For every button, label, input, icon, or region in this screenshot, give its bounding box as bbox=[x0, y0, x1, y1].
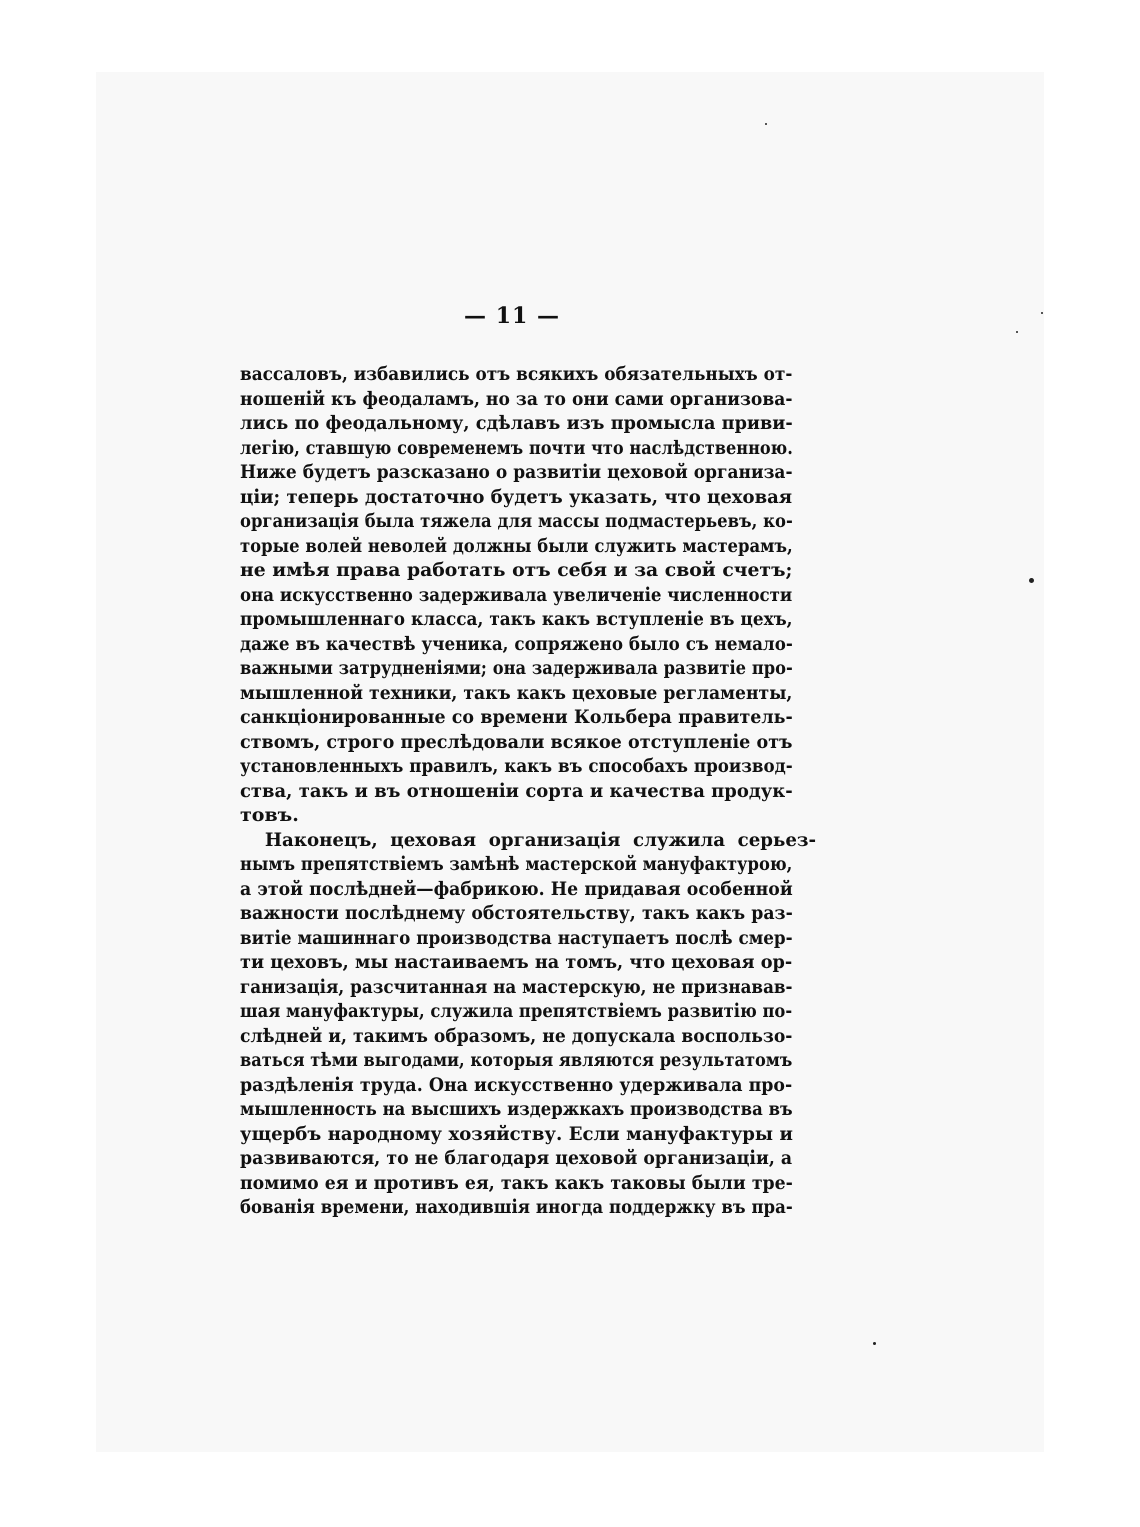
text-line: ущербъ народному хозяйству. Если мануфактуры и bbox=[240, 1122, 793, 1145]
body-text bbox=[240, 362, 817, 1220]
text-line: ціи; теперь достаточно будетъ указать, что цеховая bbox=[240, 485, 793, 508]
paragraph-start-line: Наконецъ, цеховая организація служила серьез- bbox=[264, 828, 817, 851]
text-line: санкціонированные со времени Кольбера правитель- bbox=[240, 706, 793, 728]
scan-speck bbox=[1016, 331, 1018, 333]
text-line: установленныхъ правилъ, какъ въ способахъ производ- bbox=[240, 755, 793, 777]
page-number: — 11 — bbox=[464, 303, 560, 329]
text-line: промышленнаго класса, такъ какъ вступленіе въ цехъ, bbox=[240, 608, 793, 630]
scan-speck bbox=[765, 123, 767, 125]
text-line: слѣдней и, такимъ образомъ, не допускала воспользо- bbox=[240, 1024, 793, 1047]
text-line: ствомъ, строго преслѣдовали всякое отступленіе отъ bbox=[240, 730, 793, 753]
text-line: вассаловъ, избавились отъ всякихъ обязательныхъ от- bbox=[240, 363, 793, 385]
text-line: витіе машиннаго производства наступаетъ послѣ смер- bbox=[240, 926, 793, 949]
scan-speck bbox=[1041, 312, 1043, 314]
text-line: ти цеховъ, мы настаиваемъ на томъ, что цеховая ор- bbox=[240, 951, 793, 973]
text-line: развиваются, то не благодаря цеховой организаціи, а bbox=[240, 1147, 793, 1169]
text-line: ваться тѣми выгодами, которыя являются результатомъ bbox=[240, 1049, 793, 1071]
text-line: ганизація, разсчитанная на мастерскую, не признавав- bbox=[240, 975, 793, 998]
text-line: ношеній къ феодаламъ, но за то они сами организова- bbox=[240, 387, 793, 410]
text-line: бованія времени, находившія иногда поддержку въ пра- bbox=[240, 1196, 793, 1218]
text-line: нымъ препятствіемъ замѣнѣ мастерской мануфактурою, bbox=[240, 853, 793, 875]
text-line: она искусственно задерживала увеличеніе численности bbox=[240, 583, 793, 606]
text-line: а этой послѣдней—фабрикою. Не придавая особенной bbox=[240, 877, 793, 900]
text-line: даже въ качествѣ ученика, сопряжено было съ немало- bbox=[240, 632, 793, 655]
text-line: ства, такъ и въ отношеніи сорта и качества продук- bbox=[240, 779, 793, 802]
text-line: важности послѣднему обстоятельству, такъ какъ раз- bbox=[240, 902, 793, 924]
scan-speck bbox=[873, 1342, 876, 1345]
text-line: Ниже будетъ разсказано о развитіи цеховой организа- bbox=[240, 461, 793, 483]
text-line: важными затрудненіями; она задерживала развитіе про- bbox=[240, 657, 793, 679]
text-line: не имѣя права работать отъ себя и за свой счетъ; bbox=[240, 559, 793, 581]
scan-speck bbox=[1029, 578, 1034, 583]
text-line: легію, ставшую современемъ почти что наслѣдственною. bbox=[240, 436, 793, 459]
text-line: раздѣленія труда. Она искусственно удерживала про- bbox=[240, 1073, 793, 1096]
text-line: товъ. bbox=[240, 804, 299, 826]
text-line: организація была тяжела для массы подмастерьевъ, ко- bbox=[240, 510, 793, 532]
text-line: лись по феодальному, сдѣлавъ изъ промысла приви- bbox=[240, 412, 793, 434]
text-line: торые волей неволей должны были служить мастерамъ, bbox=[240, 534, 793, 557]
text-line: шая мануфактуры, служила препятствіемъ развитію по- bbox=[240, 1000, 793, 1022]
text-line: помимо ея и противъ ея, такъ какъ таковы были тре- bbox=[240, 1171, 793, 1194]
text-line: мышленность на высшихъ издержкахъ производства въ bbox=[240, 1098, 793, 1120]
text-line: мышленной техники, такъ какъ цеховые регламенты, bbox=[240, 681, 793, 704]
